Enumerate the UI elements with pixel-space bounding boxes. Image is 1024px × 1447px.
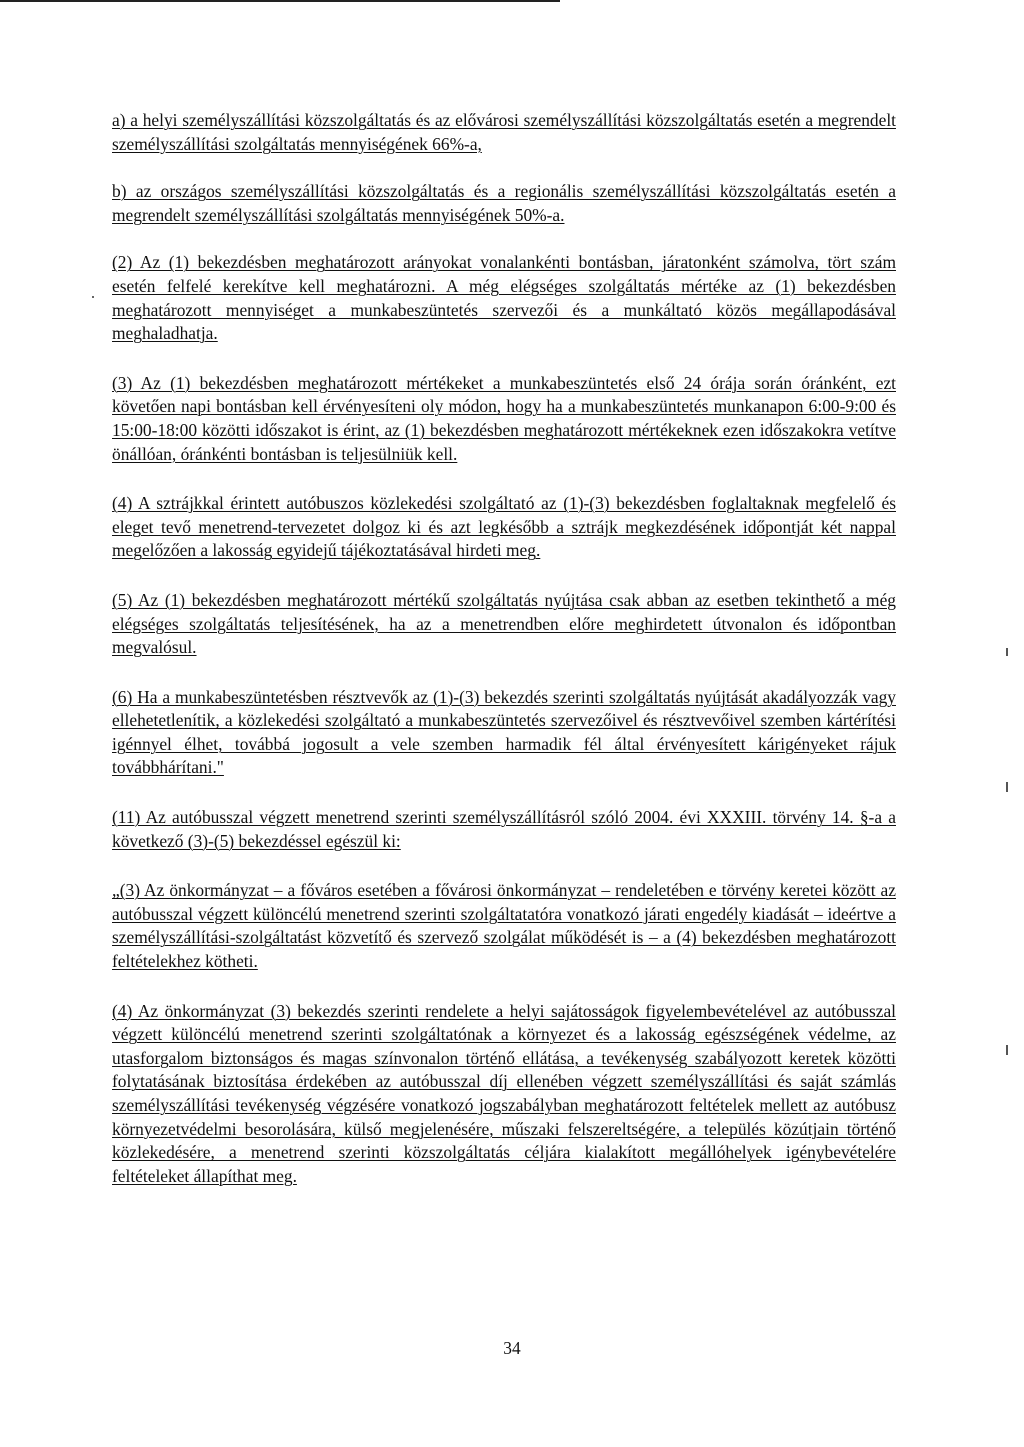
paragraph-a: a) a helyi személyszállítási közszolgáltatás és az elővárosi személyszállítási közszolgáltatás esetén a megrendelt személyszállítási szolgáltatás mennyiségének 66%-a,: [112, 110, 896, 154]
scan-top-edge: [0, 0, 560, 2]
document-body: [112, 109, 896, 1188]
scan-speck: [92, 296, 94, 298]
paragraph-new-4: (4) Az önkormányzat (3) bekezdés szerinti rendelete a helyi sajátosságok figyelembevételével az autóbusszal végzett különcélú menetrend szerinti szolgáltatónak a környezet és a lakosság egészségének védelme, az utasforgalom biztonságos és magas színvonalon történő ellátása, a tevékenység szabályozott keretek közötti folytatásának biztosítása érdekében az autóbusszal díj ellenében végzett személyszállítási és saját számlás személyszállítási tevékenység végzésére vonatkozó jogszabályban meghatározott feltételek mellett az autóbusz környezetvédelmi besorolására, külső megjelenésére, műszaki felszereltségére, a település közútjain történő közlekedésére, a menetrend szerinti közszolgáltatás céljára kialakított megállóhelyek igénybevételére feltételeket állapíthat meg.: [112, 1000, 896, 1186]
paragraph-6: (6) Ha a munkabeszüntetésben résztvevők az (1)-(3) bekezdés szerinti szolgáltatás nyújtását akadályozzák vagy ellehetetlenítik, a közlekedési szolgáltató a munkabeszüntetés szervezőivel és résztvevőivel szemben kártérítési igénnyel élhet, továbbá jogosult a vele szemben harmadik fél által érvényesített kárigényeket rájuk továbbhárítani.": [112, 686, 896, 778]
paragraph-3: (3) Az (1) bekezdésben meghatározott mértékeket a munkabeszüntetés első 24 órája során óránként, ezt követően napi bontásban kell érvényesíteni oly módon, hogy ha a munkabeszüntetés munkanapon 6:00-9:00 és 15:00-18:00 közötti időszakot is érint, az (1) bekezdésben meghatározott mértékeknek ezen időszakokra vetítve önállóan, óránkénti bontásban is teljesülniük kell.: [112, 372, 896, 464]
paragraph-2: (2) Az (1) bekezdésben meghatározott arányokat vonalankénti bontásban, járatonként számolva, tört szám esetén felfelé kerekítve kell meghatározni. A még elégséges szolgáltatás mértéke az (1) bekezdésben meghatározott mennyiséget a munkabeszüntetés szervezői és a munkáltató közös megállapodásával meghaladhatja.: [112, 252, 896, 344]
margin-mark: [1006, 1045, 1008, 1055]
margin-mark: [1006, 782, 1008, 792]
margin-mark: [1006, 648, 1008, 656]
paragraph-b: b) az országos személyszállítási közszolgáltatás és a regionális személyszállítási közszolgáltatás esetén a megrendelt személyszállítási szolgáltatás mennyiségének 50%-a.: [112, 181, 896, 225]
paragraph-5: (5) Az (1) bekezdésben meghatározott mértékű szolgáltatás nyújtása csak abban az esetben tekinthető a még elégséges szolgáltatás teljesítésének, ha az a menetrendben előre meghirdetett útvonalon és időpontban megvalósul.: [112, 589, 896, 658]
page-number: 34: [503, 1338, 521, 1358]
paragraph-new-3: „(3) Az önkormányzat – a főváros esetében a fővárosi önkormányzat – rendeletében e törvény keretei között az autóbusszal végzett különcélú menetrend szerinti szolgáltatatóra vonatkozó járati engedély kiadását – ideértve a személyszállítási-szolgáltatást közvetítő és szervező szolgálat működését is – a (4) bekezdésben meghatározott feltételekhez kötheti.: [112, 880, 896, 972]
paragraph-11: (11) Az autóbusszal végzett menetrend szerinti személyszállításról szóló 2004. évi XXXIII. törvény 14. §-a a következő (3)-(5) bekezdéssel egészül ki:: [112, 807, 896, 851]
paragraph-4: (4) A sztrájkkal érintett autóbuszos közlekedési szolgáltató az (1)-(3) bekezdésben foglaltaknak megfelelő és eleget tevő menetrend-tervezetet dolgoz ki és azt legkésőbb a sztrájk megkezdésének időpontját két nappal megelőzően a lakosság egyidejű tájékoztatásával hirdeti meg.: [112, 493, 896, 561]
